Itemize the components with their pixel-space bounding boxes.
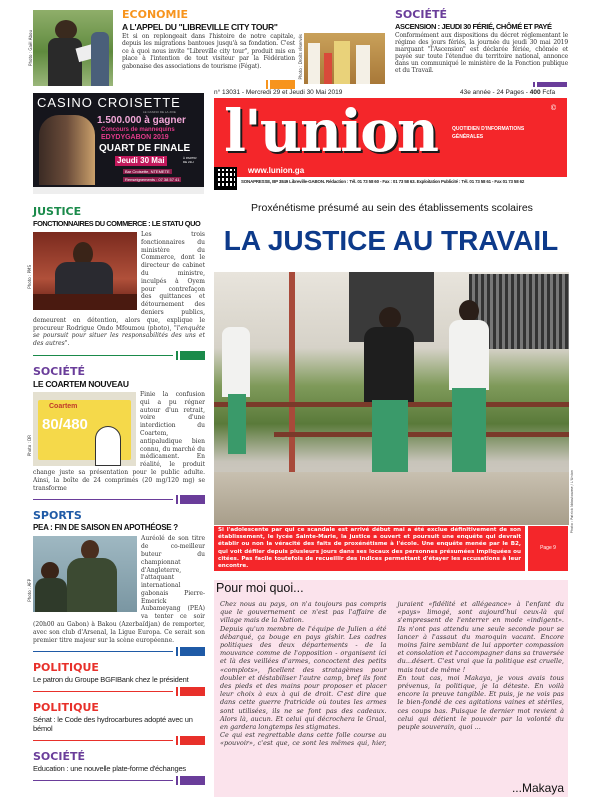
casino-croisette-ad[interactable] (33, 93, 204, 194)
page-ref-politique-2[interactable]: Page 3 (178, 736, 205, 745)
page-ref-sports[interactable]: Page 12 (178, 647, 205, 656)
ad-brand: CASINO CROISETTE (37, 95, 181, 110)
justice-story (27, 205, 205, 360)
ad-event: EDYDYGABON 2019 (101, 134, 169, 141)
page-ref-lead[interactable]: Page 9 (528, 526, 568, 571)
justice-quote: "l'enquête se poursuit pour situer les responsabilités des uns et des autres". (33, 324, 205, 348)
page-ref-coartem[interactable]: Page 6 (178, 495, 205, 504)
copyright-mark: © (550, 104, 557, 112)
brief-societe[interactable]: Education : une nouvelle plate-forme d'échanges (33, 764, 186, 774)
masthead-logo[interactable] (214, 98, 567, 177)
coartem-box-photo (33, 392, 136, 466)
ad-prize: 1.500.000 à gagner (97, 115, 186, 126)
section-label-sports: SPORTS (33, 509, 82, 523)
column-paragraph: Ce qui est regrettable dans cette folle course au «pouvoir», c'est que, ce sont les mêmes qui, hier, juraient «fidélité et allégeance» à l'enfant du «pays» limogé, sont aujourd'hui ceux-là qui s'empressent de l'enterrer en mode «indigent». Ils n'ont pas attendu une seule seconde pour se lancer à l'assaut du maroquin vacant. Encore moins faire semblant de lui apporter compassion et consolation et l'accompagner dans sa traversée du...désert. C'est vrai que la politique est cruelle, mais tout de même ! (220, 600, 564, 748)
sports-text: Auréolé de son titre de co-meilleur buteur du championnat d'Angleterre, l'attaquant international gabonais Pierre-Emerick Aubameyang (PEA) va tenter ce soir (20h00 au Gabon) à Bakou (Azerbaïdjan) de remporter, avec son club d'Arsenal, la Ligue Europa. Ce serait son premier titre majeur sur la scène européenne. (33, 535, 205, 644)
divider (33, 499, 173, 500)
ad-contest: Concours de mannequins (101, 127, 175, 133)
coartem-headline[interactable]: LE COARTEM NOUVEAU (33, 378, 129, 389)
photo-credit: Photo : Patrick Ndoutoume / L'Union (570, 470, 574, 534)
economie-photo (33, 10, 113, 86)
lead-kicker: Proxénétisme présumé au sein des établissements scolaires (251, 202, 533, 214)
sports-body (33, 535, 205, 644)
column-text (220, 600, 564, 748)
divider (33, 651, 173, 652)
page-ref-societe[interactable] (535, 82, 567, 87)
justice-text: Les trois fonctionnaires du ministère du Commerce, dont le directeur de cabinet du ministre, inculpés à Oyem pour contrefaçon des quittances et détournement des deniers publics, demeurent en détention, alors que, explique le procureur Rodrigue Ondo Mfoumou (photo), (33, 231, 205, 332)
ascension-photo (304, 33, 385, 84)
section-label-politique: POLITIQUE (33, 661, 99, 675)
ad-tagline: LE CASINO DE LA JOIE (143, 110, 176, 114)
brief-politique-1[interactable]: Le patron du Groupe BGFIBank chez le président (33, 675, 189, 685)
issue-info: n° 13031 - Mercredi 29 et Jeudi 30 Mai 2019 (214, 89, 343, 96)
ad-stage: QUART DE FINALE (99, 143, 191, 154)
economie-headline[interactable]: A L'APPEL DU "LIBREVILLE CITY TOUR" (122, 22, 278, 32)
justice-body (33, 231, 205, 348)
qr-code[interactable] (214, 167, 237, 190)
photo-credit: Photo : DR (27, 434, 32, 457)
coartem-story (27, 364, 205, 504)
column-paragraph: Depuis qu'un membre de l'équipe de Julien a été débarqué, ça bouge en pays gishir. Les cadres politiques des deux départements - de la mouvance comme de l'opposition - organisent ici et là des veillées d'armes, concoctent des petits «complots», ficellent des stratagèmes pour doubler et déstabiliser l'autre camp, bref ils font des pieds et des mains pour proposer et placer leur choix à eux à qui de droit. C'est dire que dans cette guerre fratricide où toutes les armes sont utilisées, ils ne se font pas des cadeaux. Alors là, aucun. Et celui qui décrochera le Graal, en gardera longtemps les stigmates. (220, 624, 387, 732)
lead-photo-students (214, 272, 569, 525)
coartem-body (33, 391, 205, 492)
logo-tagline-left: QUOTIDIEN D'INFORMATIONS (452, 126, 525, 132)
page-ref-row (33, 495, 205, 504)
brief-item (33, 701, 205, 745)
page-ref-politique-1[interactable]: Page 2 (178, 687, 205, 696)
lead-caption: Si l'adolescente par qui ce scandale est arrivé début mai a été exclue définitivement de son établissement, le lycée Sainte-Marie, la justice a ouvert et poursuit une enquête qui devrait établir ou non la véracité des faits de proxénétisme à l'école. Une enquête menée par le B2, qui voit défiler depuis plusieurs jours dans ses locaux des personnes présumées impliquées ou citées. Pas facile toutefois de recueillir des indices permettant d'étayer les accusations à leur encontre. (214, 526, 525, 571)
photo-credit: Photo : AFP (27, 579, 32, 603)
lead-headline[interactable]: LA JUSTICE AU TRAVAIL (223, 225, 559, 256)
page-ref-row (33, 776, 205, 785)
brief-politique-2[interactable]: Sénat : le Code des hydrocarbures adopté avec un bémol (33, 715, 193, 734)
page-ref-row (33, 736, 205, 745)
ascension-headline[interactable]: ASCENSION : JEUDI 30 FÉRIÉ, CHÔMÉ ET PAYÉ (395, 22, 552, 31)
editorial-column (214, 580, 568, 797)
ad-reservations: Renseignements : 07 38 57 41 (125, 177, 180, 182)
justice-headline[interactable]: FONCTIONNAIRES DU COMMERCE : LE STATU QUO (33, 219, 201, 228)
economie-body: Et si on replongeait dans l'histoire de notre capitale, depuis les migrations bantoues jusqu'à sa fondation. C'est ce à quoi nous invite "Libreville city tour", produit mis en place à l'intention de tout visiteur par la Fédération gabonaise des associations de tourisme (Fégat). (122, 33, 295, 70)
prosecutor-photo (33, 232, 137, 310)
ad-time: À PARTIR DE 21H (183, 156, 197, 164)
section-label-societe: SOCIÉTÉ (33, 750, 85, 764)
section-label-politique: POLITIQUE (33, 701, 99, 715)
ascension-body: Conformément aux dispositions du décret réglementant le régime des jours fériés, la journée du jeudi 30 mai 2019 marquant "l'Ascension" est déclarée fériée, chômée et payée sur toute l'étendue du territoire national, annonce dans un communiqué le ministère de la Fonction publique et du Travail. (395, 32, 568, 74)
column-signature: ...Makaya (511, 781, 564, 795)
brief-item (33, 661, 205, 696)
section-label-economie: ECONOMIE (122, 8, 189, 21)
divider (33, 355, 173, 356)
logo-text: l'union (224, 98, 438, 165)
currency: Fcfa (540, 89, 556, 96)
photo-credit: Photo : Droits réservés (298, 34, 303, 80)
divider (33, 691, 173, 692)
price: 400 (529, 89, 541, 96)
section-label-societe: SOCIÉTÉ (33, 364, 85, 378)
page-ref-row (33, 647, 205, 656)
ad-models (39, 115, 95, 185)
page-ref-row (33, 687, 205, 696)
page-ref-economie[interactable]: Page 5 (268, 80, 295, 89)
website[interactable]: www.lunion.ga (248, 166, 305, 175)
section-label-justice: JUSTICE (33, 205, 82, 218)
sports-story (27, 509, 205, 656)
brief-item (33, 750, 205, 785)
coartem-text: Finie la confusion qui a pu régner autour d'un retrait, voire d'une interdiction du Coartem, antipaludique bien connu, du marché du médicament. En réalité, le produit change juste sa présentation pour le public adulte. Ainsi, la boîte de 24 comprimés (20 mg/120 mg) se transforme (33, 390, 205, 492)
edition-text: 43e année - 24 Pages - (460, 89, 530, 96)
column-title: Pour moi quoi... (216, 581, 304, 595)
contact-info: SONAPRESSE, BP 3849 Libreville-GABON. Rédaction : Tél. 01 73 58 60 - Fax : 01 73 58 63. Exploitation Publicité : Tél. 01 73 58 61 - Fax 01 73 58 62 (241, 179, 525, 184)
ad-venue: Bar Croisette, NTEMETE (125, 169, 170, 174)
coartem-brand: Coartem (49, 402, 78, 410)
page-ref-row (33, 351, 205, 360)
ad-date: Jeudi 30 Mai (117, 156, 165, 165)
logo-tagline-right: GÉNÉRALES (452, 134, 484, 140)
column-paragraph: En tout cas, moi Makaya, je vous avais tous prévenus, la politique, je la déteste. En voilà encore la preuve tangible. Et puis, je ne vois pas le bien-fondé de ces agitations vaines et stériles, ces coups bas. Puisque le dernier mot revient à celui qui détient le pouvoir par la volonté du peuple souverain, quoi ... (397, 673, 564, 732)
aubameyang-photo (33, 536, 137, 612)
edition-info (460, 89, 555, 97)
divider (33, 780, 173, 781)
coartem-dose: 80/480 (42, 415, 88, 433)
page-ref-societe-brief[interactable]: Page 6 (178, 776, 205, 785)
photo-credit: Photo : PMS (27, 265, 32, 289)
sports-headline[interactable]: PEA : FIN DE SAISON EN APOTHÉOSE ? (33, 523, 178, 533)
column-paragraph: Chez nous au pays, on n'a toujours pas compris que le gouvernement ce n'est pas l'affaire de village mais de la Nation. (220, 600, 387, 625)
page-ref-justice[interactable]: Page 9 (178, 351, 205, 360)
photo-credit: Photo : Gaël Abou (28, 30, 33, 66)
section-label-societe: SOCIÉTÉ (395, 8, 447, 21)
divider (33, 740, 173, 741)
left-column (27, 205, 205, 790)
